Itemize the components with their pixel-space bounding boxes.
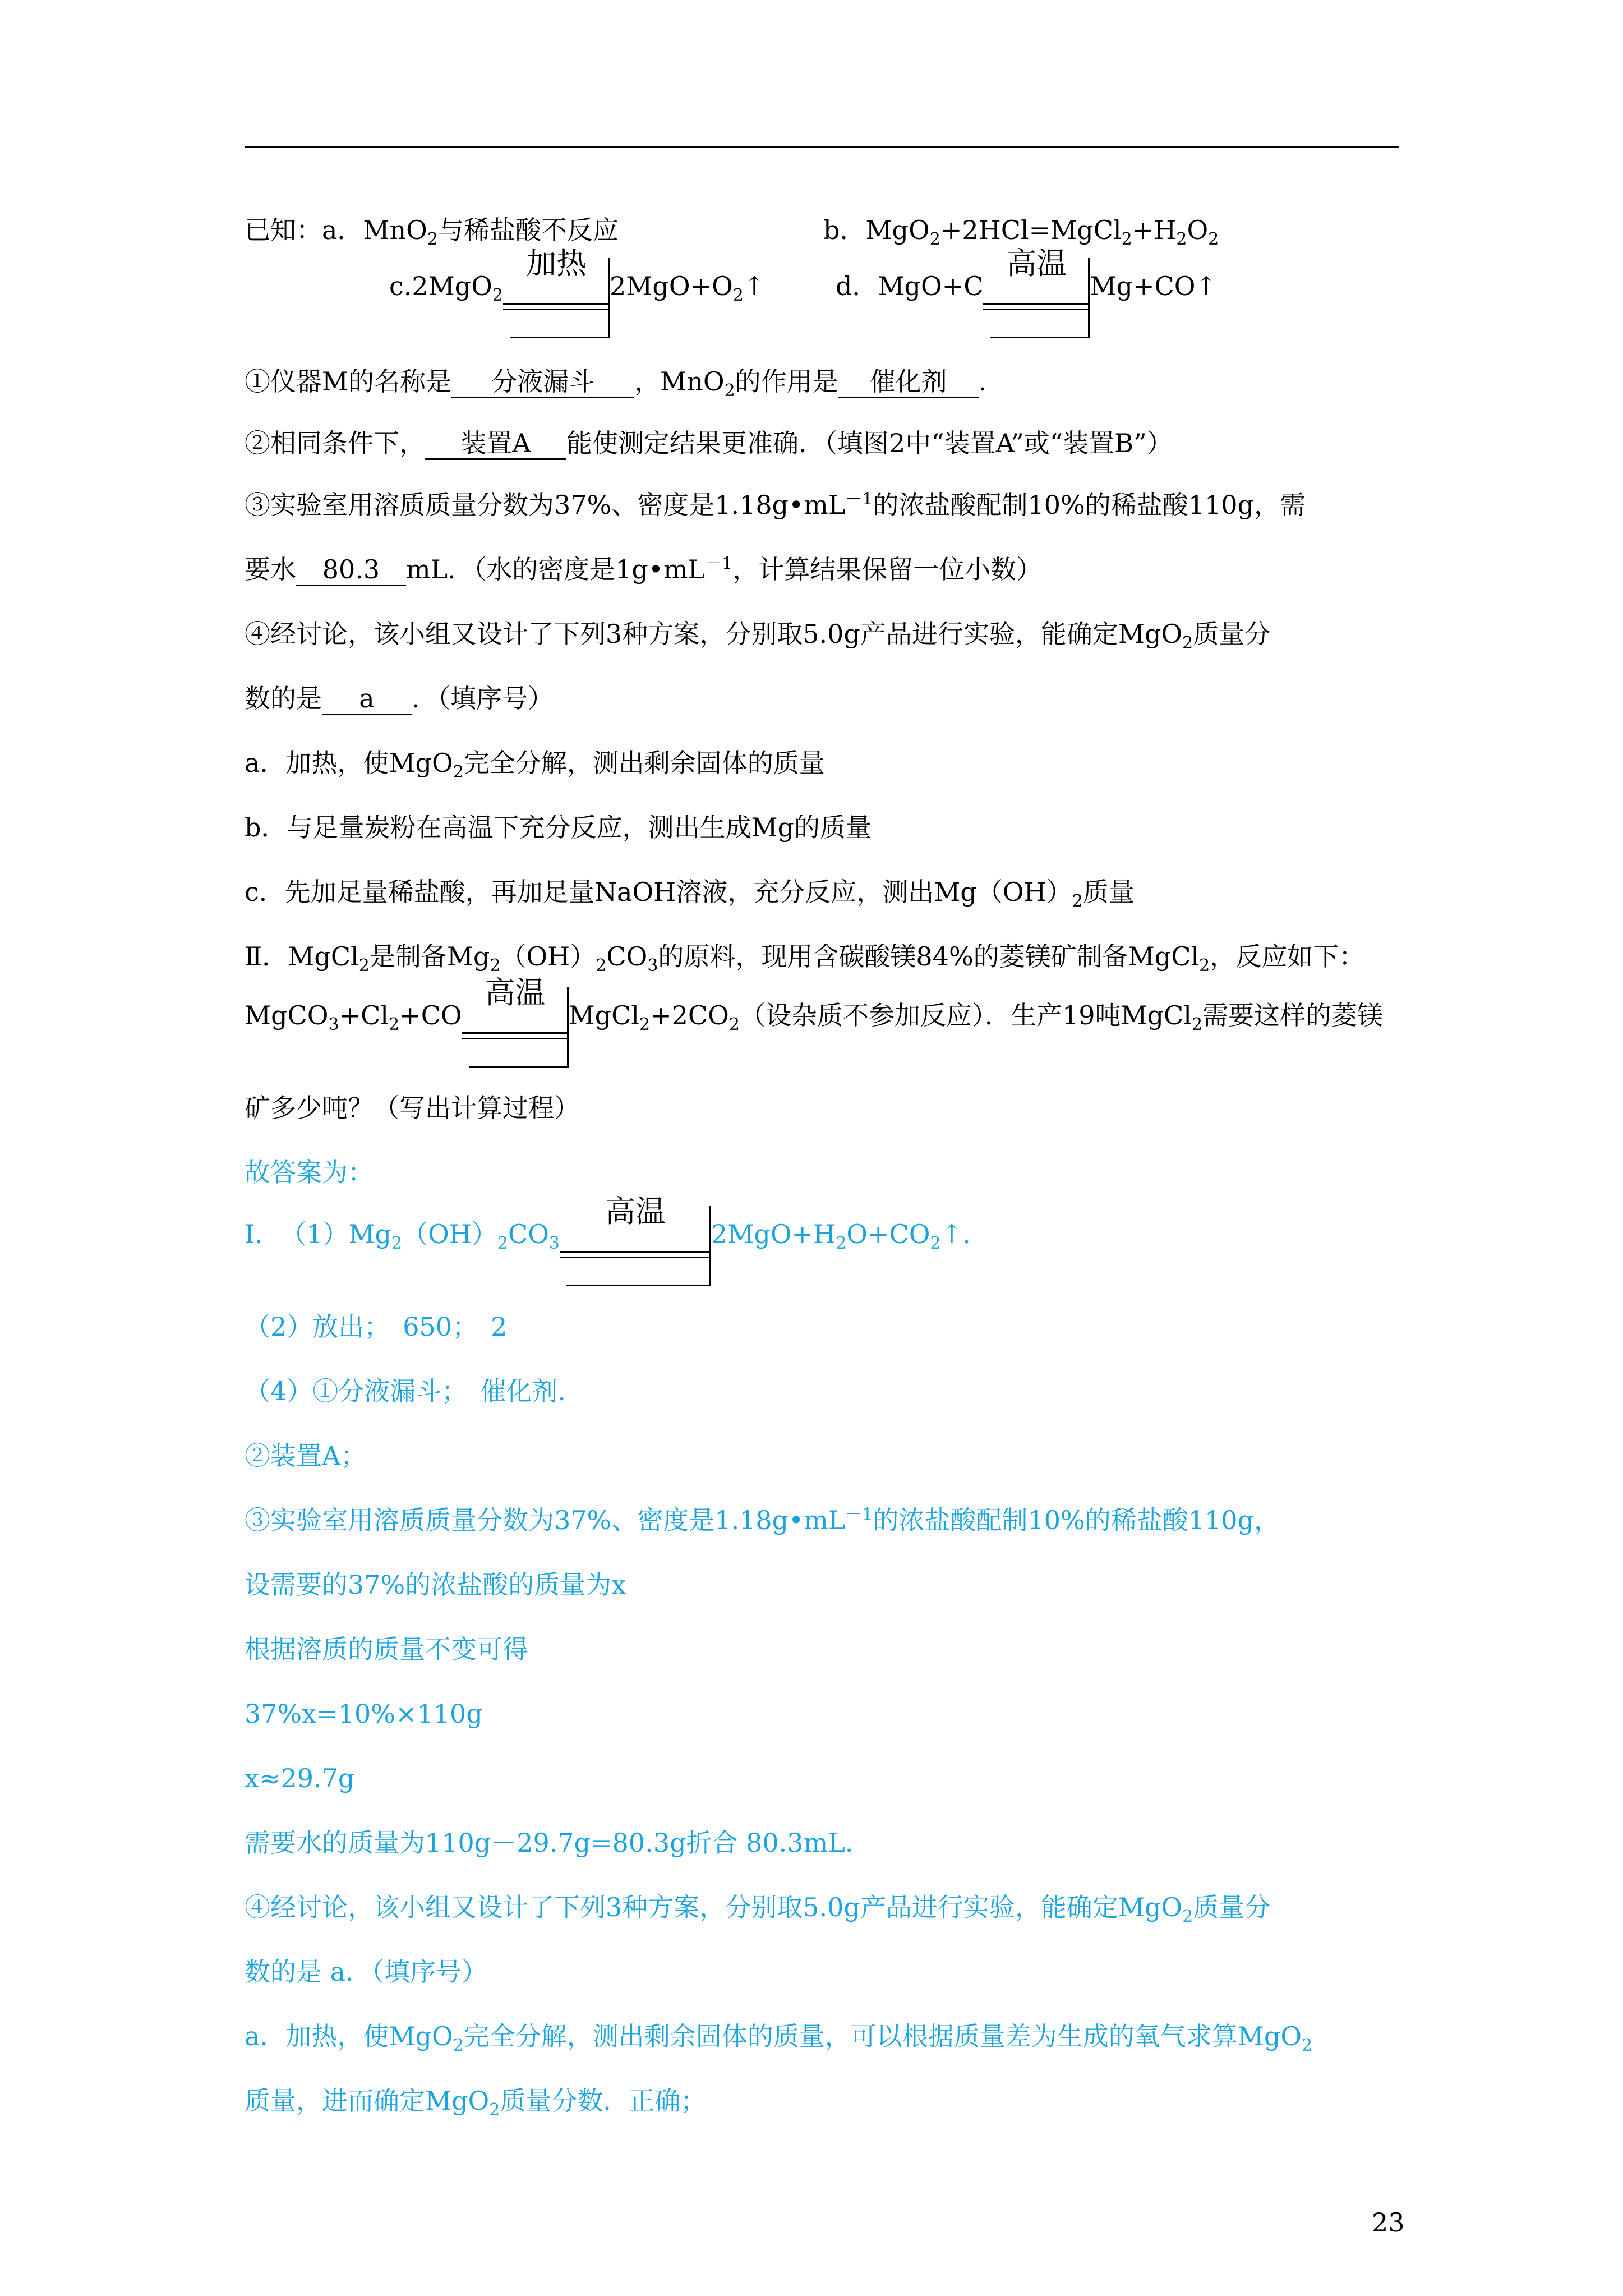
- answer-i4: （4）①分液漏斗； 催化剂.: [245, 1376, 566, 1406]
- page-number: 23: [1372, 2207, 1405, 2238]
- option-b: b．与足量炭粉在高温下充分反应，测出生成Mg的质量: [245, 812, 872, 843]
- reaction-condition-heat: 加热: [503, 247, 610, 325]
- answer-r12: 质量，进而确定MgO$_2$质量分数．正确；: [245, 2086, 707, 2120]
- answer-r5: 根据溶质的质量不变可得: [245, 1634, 528, 1664]
- question-1: ①仪器M的名称是 分液漏斗 ，MnO$_2$的作用是 催化剂 .: [245, 366, 987, 401]
- answer-r2: ②装置A；: [245, 1441, 367, 1471]
- option-c: c．先加足量稀盐酸，再加足量NaOH溶液，充分反应，测出$Mg(OH)_2$质量: [245, 877, 1135, 912]
- answer-blank-4: 80.3: [296, 554, 406, 586]
- known-b: b．$MgO_2+2HCl=MgCl_2+H_2O_2$: [823, 215, 1219, 250]
- answer-i1: Ⅰ． $(1)Mg_2(OH)_2CO_3$ 高温 $2MgO+H_2O+CO_2↑$.: [245, 1195, 971, 1273]
- answer-r7: x≈29.7g: [245, 1763, 355, 1793]
- question-3-line1: ③实验室用溶质质量分数为37%、密度是$1.18g•mL^{-1}$的浓盐酸配制10%的稀盐酸110g，需: [245, 489, 1306, 520]
- part2-line2: $MgCO_3+Cl_2+CO$ 高温 $MgCl_2+2CO_2$（设杂质不参加反应）．生产19吨MgCl$_2$需要这样的菱镁: [245, 976, 1383, 1055]
- answer-i2: （2）放出； 650； 2: [245, 1312, 508, 1342]
- question-2: ②相同条件下， 装置A 能使测定结果更准确．（填图2中“装置A”或“装置B”）: [245, 426, 1173, 460]
- answer-r8: 需要水的质量为110g－29.7g=80.3g折合 80.3mL.: [245, 1828, 854, 1858]
- reaction-condition-high-temp-3: 高温: [560, 1195, 711, 1273]
- option-a: a．加热，使MgO$_2$完全分解，测出剩余固体的质量: [245, 748, 825, 783]
- reaction-condition-high-temp-2: 高温: [462, 976, 569, 1055]
- header-rule: [245, 146, 1399, 148]
- answer-r11: a．加热，使MgO$_2$完全分解，测出剩余固体的质量，可以根据质量差为生成的氧气求算MgO$_2$: [245, 2021, 1313, 2056]
- answer-heading: 故答案为：: [245, 1157, 374, 1188]
- question-3-line2: 要水 80.3 mL．（水的密度是$1g•mL^{-1}$，计算结果保留一位小数）: [245, 553, 1042, 586]
- known-d: d．MgO+C 高温 Mg+CO↑: [836, 247, 1217, 325]
- answer-blank-1: 分液漏斗: [451, 366, 634, 398]
- question-4-line1: ④经讨论，该小组又设计了下列3种方案，分别取5.0g产品进行实验，能确定MgO$_2$质量分: [245, 619, 1271, 654]
- answer-r3: ③实验室用溶质质量分数为37%、密度是$1.18g•mL^{-1}$的浓盐酸配制10%的稀盐酸110g，: [245, 1504, 1280, 1535]
- answer-r6: 37%x=10%×110g: [245, 1699, 483, 1729]
- reaction-condition-high-temp: 高温: [983, 247, 1090, 325]
- answer-blank-3: 装置A: [425, 428, 566, 460]
- answer-r4: 设需要的37%的浓盐酸的质量为x: [245, 1570, 626, 1600]
- answer-r10: 数的是 a．（填序号）: [245, 1957, 488, 1987]
- question-4-line2: 数的是 a ．（填序号）: [245, 682, 554, 715]
- answer-blank-2: 催化剂: [838, 366, 979, 398]
- part2-line1: Ⅱ．MgCl$_2$是制备$Mg_2(OH)_2CO_3$的原料，现用含碳酸镁84%的菱镁矿制备MgCl$_2$，反应如下：: [245, 941, 1365, 976]
- part2-line3: 矿多少吨？（写出计算过程）: [245, 1093, 580, 1123]
- answer-r9: ④经讨论，该小组又设计了下列3种方案，分别取5.0g产品进行实验，能确定MgO$_2$质量分: [245, 1892, 1271, 1927]
- answer-blank-5: a: [322, 683, 412, 715]
- known-a: 已知：a．MnO$_2$与稀盐酸不反应: [245, 215, 619, 250]
- known-c: c.2MgO$_2$ 加热 $2MgO+O_2↑$: [389, 247, 765, 325]
